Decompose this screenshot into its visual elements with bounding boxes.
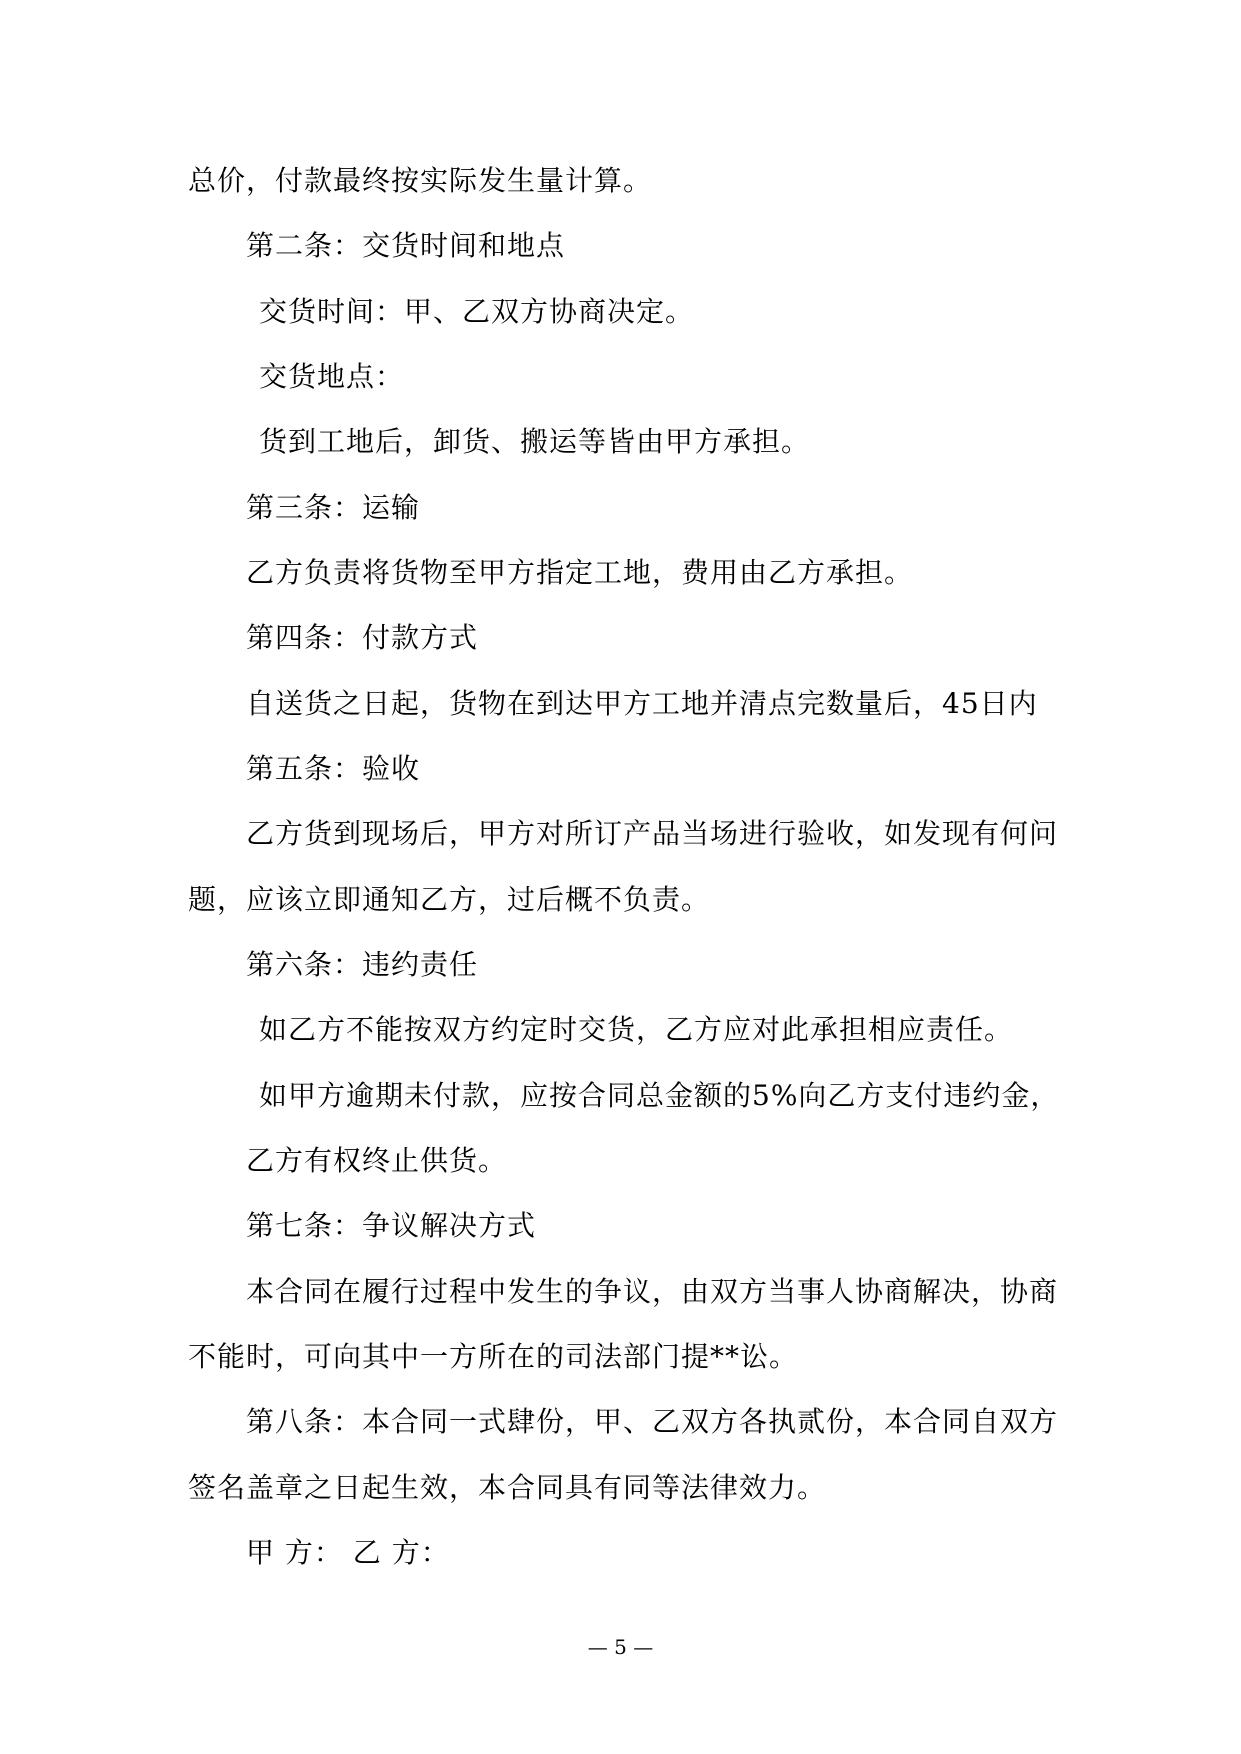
text-line: 自送货之日起，货物在到达甲方工地并清点完数量后，45日内 [246, 687, 1038, 720]
text-line: 货到工地后，卸货、搬运等皆由甲方承担。 [259, 425, 811, 458]
text-line: 题，应该立即通知乙方，过后概不负责。 [188, 883, 711, 916]
signature-line: 甲 方： 乙 方： [246, 1536, 450, 1569]
clause-heading: 第三条：运输 [246, 491, 421, 524]
clause-heading: 第八条：本合同一式肆份，甲、乙双方各执贰份，本合同自双方 [246, 1405, 1059, 1438]
text-line: 交货地点： [259, 360, 405, 393]
text-line: 乙方负责将货物至甲方指定工地，费用由乙方承担。 [246, 556, 914, 589]
text-line: 乙方有权终止供货。 [246, 1144, 508, 1177]
text-line: 如甲方逾期未付款，应按合同总金额的5%向乙方支付违约金， [259, 1079, 1060, 1112]
clause-heading: 第四条：付款方式 [246, 621, 479, 654]
text-line: 签名盖章之日起生效，本合同具有同等法律效力。 [188, 1471, 827, 1504]
text-line: 不能时，可向其中一方所在的司法部门提**讼。 [188, 1340, 799, 1373]
text-line: 交货时间：甲、乙双方协商决定。 [259, 295, 695, 328]
text-line: 本合同在履行过程中发生的争议，由双方当事人协商解决，协商 [246, 1275, 1059, 1308]
clause-heading: 第七条：争议解决方式 [246, 1209, 537, 1242]
text-line: 乙方货到现场后，甲方对所订产品当场进行验收，如发现有何问 [246, 817, 1059, 850]
clause-heading: 第五条：验收 [246, 752, 421, 785]
clause-heading: 第六条：违约责任 [246, 948, 479, 981]
text-line: 总价，付款最终按实际发生量计算。 [188, 164, 653, 197]
clause-heading: 第二条：交货时间和地点 [246, 229, 566, 262]
page-number: — 5 — [587, 1635, 654, 1659]
text-line: 如乙方不能按双方约定时交货，乙方应对此承担相应责任。 [259, 1013, 1014, 1046]
